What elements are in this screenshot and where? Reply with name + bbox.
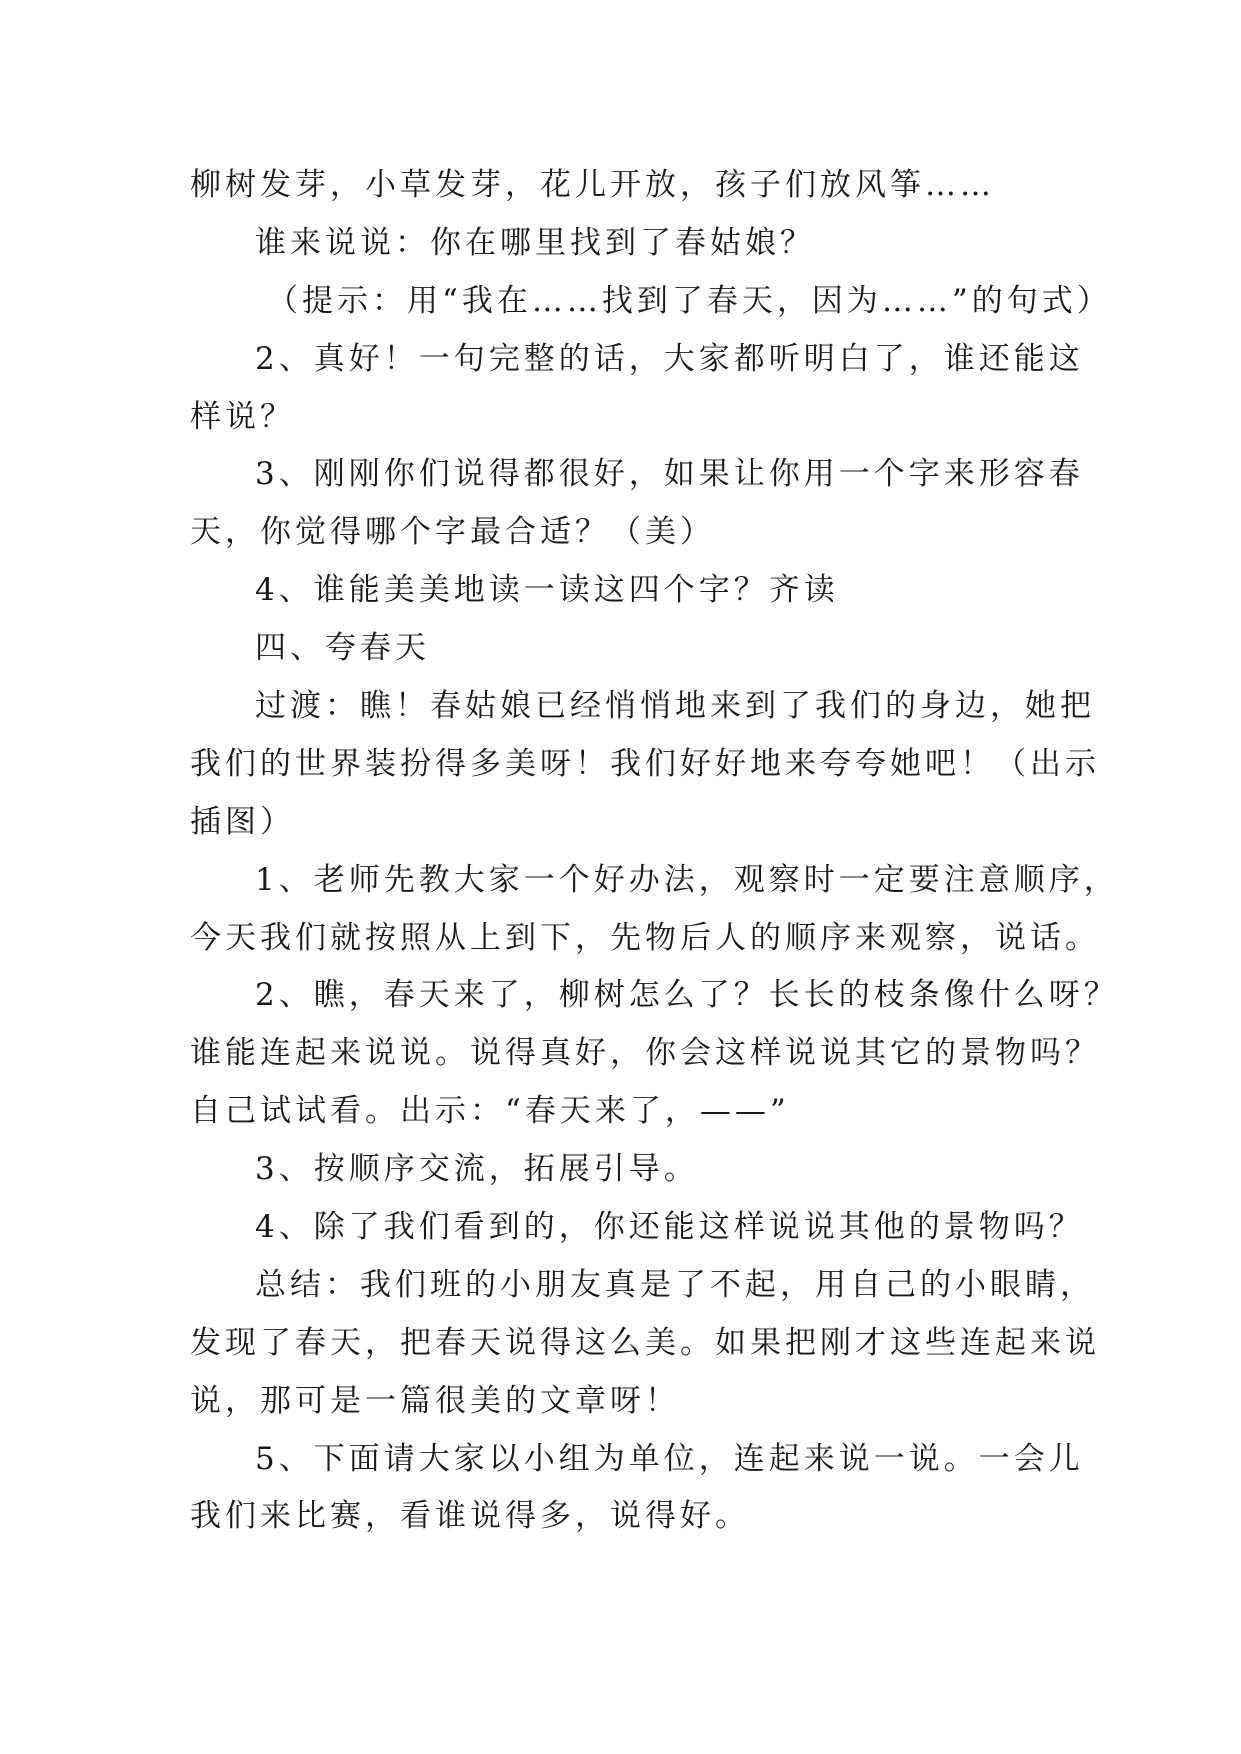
text-line: 2、真好！一句完整的话，大家都听明白了，谁还能这 <box>255 340 1084 377</box>
text-line: 2、瞧，春天来了，柳树怎么了？长长的枝条像什么呀？ <box>255 977 1119 1014</box>
text-line: 今天我们就按照从上到下，先物后人的顺序来观察，说话。 <box>190 919 1100 956</box>
text-line: 发现了春天，把春天说得这么美。如果把刚才这些连起来说 <box>190 1324 1100 1361</box>
text-line: 过渡：瞧！春姑娘已经悄悄地来到了我们的身边，她把 <box>255 688 1095 725</box>
text-line: 谁能连起来说说。说得真好，你会这样说说其它的景物吗？ <box>190 1035 1100 1072</box>
text-line: 我们的世界装扮得多美呀！我们好好地来夸夸她吧！（出示 <box>190 745 1100 782</box>
text-line: 我们来比赛，看谁说得多，说得好。 <box>190 1498 750 1535</box>
text-line: 5、下面请大家以小组为单位，连起来说一说。一会儿 <box>255 1440 1084 1477</box>
text-line: 说，那可是一篇很美的文章呀！ <box>190 1382 680 1419</box>
text-line: 插图） <box>190 803 295 840</box>
text-line: 总结：我们班的小朋友真是了不起，用自己的小眼睛， <box>255 1266 1095 1303</box>
text-line: 3、刚刚你们说得都很好，如果让你用一个字来形容春 <box>255 456 1084 493</box>
text-line: （提示：用“我在……找到了春天，因为……”的句式） <box>267 282 1112 319</box>
section-heading: 四、夸春天 <box>255 630 430 667</box>
text-line: 3、按顺序交流，拓展引导。 <box>255 1151 699 1188</box>
text-line: 天，你觉得哪个字最合适？（美） <box>190 514 715 551</box>
text-line: 自己试试看。出示：“春天来了，——” <box>190 1093 790 1130</box>
document-body <box>190 157 1119 1546</box>
text-line: 谁来说说：你在哪里找到了春姑娘？ <box>255 224 815 261</box>
text-line: 4、谁能美美地读一读这四个字？齐读 <box>255 572 839 609</box>
text-line: 柳树发芽，小草发芽，花儿开放，孩子们放风筝…… <box>190 167 995 203</box>
text-line: 4、除了我们看到的，你还能这样说说其他的景物吗？ <box>255 1209 1084 1246</box>
text-line: 样说？ <box>190 398 295 435</box>
text-line: 1、老师先教大家一个好办法，观察时一定要注意顺序， <box>255 861 1119 898</box>
